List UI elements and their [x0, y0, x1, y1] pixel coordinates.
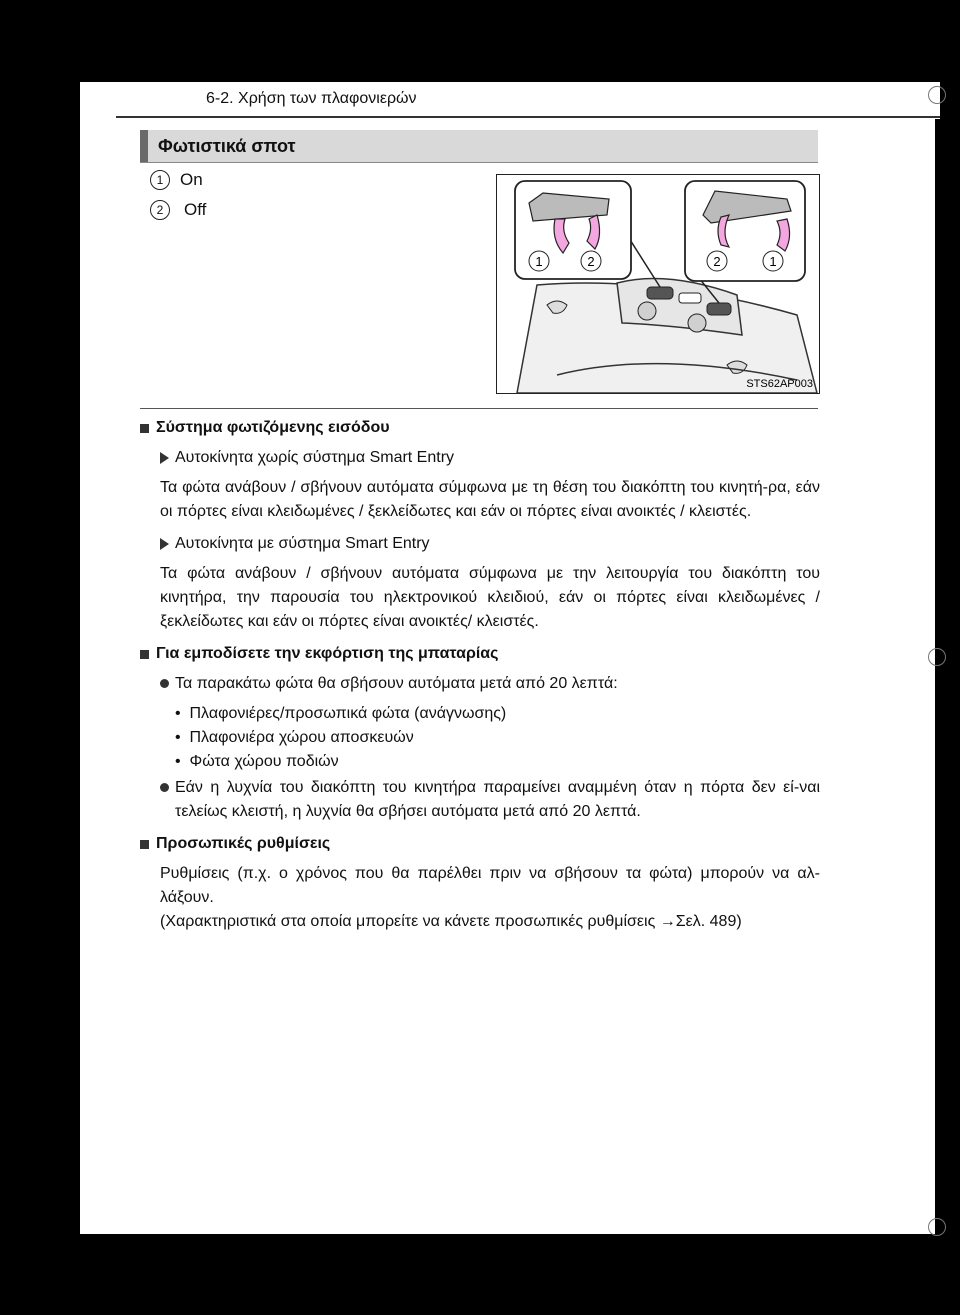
paragraph-no-smart-entry: Τα φώτα ανάβουν / σβήνουν αυτόματα σύμφωνα με τη θέση του διακόπτη του κινητή-ρα, εάν οι πόρτες είναι κλειδωμένες / ξεκλείδωτες και εάν οι πόρτες είναι ανοικτές / κλειστές.	[160, 479, 820, 520]
callout-number: 1	[535, 254, 543, 269]
section-title: Φωτιστικά σποτ	[158, 136, 296, 156]
list-item: • Πλαφονιέρα χώρου αποσκευών	[175, 729, 414, 746]
list-item-text: Πλαφονιέρες/προσωπικά φώτα (ανάγνωσης)	[189, 705, 507, 722]
legend-number: 1	[150, 170, 170, 190]
page-edge	[935, 119, 940, 1234]
triangle-bullet-icon	[160, 452, 169, 464]
callout-number: 1	[769, 254, 777, 269]
manual-page	[80, 82, 940, 1234]
heading-personal-settings	[140, 832, 820, 856]
heading-text: Προσωπικές ρυθμίσεις	[156, 835, 331, 852]
triangle-bullet-icon	[160, 538, 169, 550]
subheading-smart-entry	[140, 532, 820, 556]
heading-text: Για εμποδίσετε την εκφόρτιση της μπαταρίας	[156, 645, 499, 662]
section-divider	[140, 408, 818, 409]
heading-battery	[140, 642, 820, 666]
heading-entry-lighting	[140, 416, 820, 440]
list-item-text: Φώτα χώρου ποδιών	[189, 753, 339, 770]
crop-mark-bottom	[928, 1218, 946, 1236]
legend-number: 2	[150, 200, 170, 220]
legend-item-on	[150, 170, 203, 190]
crop-mark-middle	[928, 648, 946, 666]
subheading-text: Αυτοκίνητα με σύστημα Smart Entry	[175, 535, 430, 552]
paragraph-personal-settings: Ρυθμίσεις (π.χ. ο χρόνος που θα παρέλθει πριν να σβήσουν τα φώτα) μπορούν να αλ-λάξουν.	[160, 865, 820, 906]
square-bullet-icon	[140, 650, 149, 659]
section-marker	[140, 130, 148, 162]
list-item-text: Πλαφονιέρα χώρου αποσκευών	[189, 729, 414, 746]
legend-label: On	[180, 170, 203, 189]
circle-bullet-icon	[160, 679, 169, 688]
section-title-bar	[140, 130, 818, 163]
crop-mark-top	[928, 86, 946, 104]
figure-code: STS62AP003	[746, 378, 813, 390]
spot-light-illustration	[497, 175, 819, 393]
callout-number: 2	[713, 254, 721, 269]
battery-point-2	[140, 776, 820, 824]
list-item: • Πλαφονιέρες/προσωπικά φώτα (ανάγνωσης)	[175, 705, 507, 722]
paragraph-smart-entry: Τα φώτα ανάβουν / σβήνουν αυτόματα σύμφωνα με την λειτουργία του διακόπτη του κινητήρα, την παρουσία του ηλεκτρονικού κλειδιού, εάν οι πόρτες είναι κλειδωμένες / ξεκλείδωτες και εάν οι πόρτες είναι ανοικτές/ κλειστές.	[160, 565, 820, 630]
heading-text: Σύστημα φωτιζόμενης εισόδου	[156, 419, 390, 436]
legend-item-off	[150, 200, 206, 220]
header-rule	[116, 116, 940, 118]
content-body	[140, 416, 820, 934]
callout-number: 2	[587, 254, 595, 269]
subheading-no-smart-entry	[140, 446, 820, 470]
point-text: Τα παρακάτω φώτα θα σβήσουν αυτόματα μετά από 20 λεπτά:	[175, 675, 618, 692]
battery-point-1	[140, 672, 820, 696]
square-bullet-icon	[140, 424, 149, 433]
spot-light-figure	[496, 174, 820, 394]
chapter-header: 6-2. Χρήση των πλαφονιερών	[206, 90, 417, 107]
circle-bullet-icon	[160, 783, 169, 792]
point-text: Εάν η λυχνία του διακόπτη του κινητήρα παραμείνει αναμμένη όταν η πόρτα δεν εί-ναι τελείως κλειστή, η λυχνία θα σβήσει αυτόματα μετά από 20 λεπτά.	[175, 779, 820, 820]
paragraph-personal-reference: (Χαρακτηριστικά στα οποία μπορείτε να κάνετε προσωπικές ρυθμίσεις →Σελ. 489)	[160, 913, 742, 930]
legend-label: Off	[184, 200, 207, 219]
list-item: • Φώτα χώρου ποδιών	[175, 753, 339, 770]
subheading-text: Αυτοκίνητα χωρίς σύστημα Smart Entry	[175, 449, 455, 466]
square-bullet-icon	[140, 840, 149, 849]
